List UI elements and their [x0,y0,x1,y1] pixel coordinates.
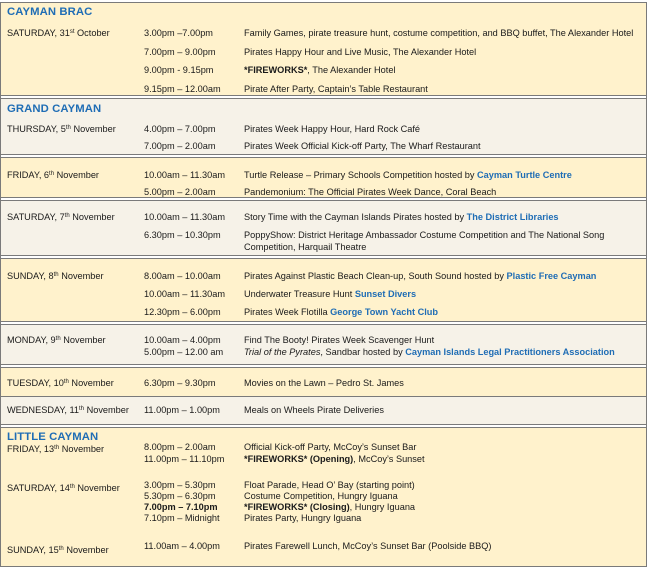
little-cayman-section [1,427,646,567]
event-description: Pandemonium: The Official Pirates Week Dance, Coral Beach [244,187,497,197]
event-time: 6.30pm – 10.30pm [144,230,221,240]
event-description: Pirates Farewell Lunch, McCoy’s Sunset Bar (Poolside BBQ) [244,541,492,551]
event-time: 4.00pm – 7.00pm [144,124,216,134]
saturday-7-row [1,200,646,256]
day-label: SATURDAY, 31st October [7,28,110,38]
event-description: *FIREWORKS* (Opening), McCoy’s Sunset [244,454,425,464]
event-description: Meals on Wheels Pirate Deliveries [244,405,384,415]
event-time: 10.00am – 11.30am [144,212,226,222]
day-label: MONDAY, 9th November [7,335,106,345]
district-libraries-link[interactable]: The District Libraries [466,212,559,222]
event-time: 12.30pm – 6.00pm [144,307,221,317]
sunset-divers-link[interactable]: Sunset Divers [354,289,417,299]
event-time: 11.00pm – 1.00pm [144,405,220,415]
event-description: Underwater Treasure Hunt Sunset Divers [244,289,417,299]
event-time: 11.00pm – 11.10pm [144,454,225,464]
event-description: Find The Booty! Pirates Week Scavenger Hunt [244,335,435,345]
region-heading-little-cayman: LITTLE CAYMAN [7,431,99,443]
event-description: Story Time with the Cayman Islands Pirates hosted by The District Libraries [244,212,559,222]
event-time: 3.00pm –7.00pm [144,28,213,38]
event-time: 5.00pm – 2.00am [144,187,216,197]
cayman-turtle-centre-link[interactable]: Cayman Turtle Centre [477,170,572,180]
event-time: 7.10pm – Midnight [144,513,220,523]
event-time: 7.00pm – 9.00pm [144,47,216,57]
event-time: 11.00am – 4.00pm [144,541,220,551]
event-description: Pirates Happy Hour and Live Music, The Alexander Hotel [244,47,477,57]
event-time: 9.15pm – 12.00am [144,84,221,94]
event-time: 9.00pm - 9.15pm [144,65,214,75]
legal-practitioners-association-link[interactable]: Cayman Islands Legal Practitioners Association [405,347,615,357]
event-description: Pirates Week Flotilla George Town Yacht Club [244,307,439,317]
event-description: Costume Competition, Hungry Iguana [244,491,398,501]
wednesday-11-row [1,397,646,425]
fireworks-label: *FIREWORKS* (Opening) [244,454,354,464]
day-label: SATURDAY, 14th November [7,483,120,493]
fireworks-label: *FIREWORKS* (Closing) [244,502,350,512]
event-description: Movies on the Lawn – Pedro St. James [244,378,404,388]
event-time: 6.30pm – 9.30pm [144,378,216,388]
event-time: 5.00pm – 12.00 am [144,347,224,357]
event-description: Float Parade, Head O’ Bay (starting point) [244,480,415,490]
monday-9-row [1,324,646,365]
event-time: 7.00pm – 2.00am [144,141,216,151]
tuesday-10-row [1,367,646,397]
george-town-yacht-club-link[interactable]: George Town Yacht Club [330,307,439,317]
event-description: Pirates Week Official Kick-off Party, The Wharf Restaurant [244,141,481,151]
day-label: FRIDAY, 13th November [7,444,105,454]
friday-6-row [1,157,646,198]
event-description: Trial of the Pyrates, Sandbar hosted by Cayman Islands Legal Practitioners Association [244,347,615,357]
event-time: 5.30pm – 6.30pm [144,491,216,501]
event-description: *FIREWORKS*, The Alexander Hotel [244,65,396,75]
event-description: Pirates Party, Hungry Iguana [244,513,362,523]
event-description: Pirates Week Happy Hour, Hard Rock Café [244,124,420,134]
region-heading-cayman-brac: CAYMAN BRAC [7,6,93,18]
region-heading-grand-cayman: GRAND CAYMAN [7,103,102,115]
event-description: Turtle Release – Primary Schools Competition hosted by Cayman Turtle Centre [244,170,572,180]
day-label: SUNDAY, 8th November [7,271,104,281]
event-time: 8.00am – 10.00am [144,271,221,281]
day-label: SUNDAY, 15th November [7,545,109,555]
cayman-brac-section [1,2,646,96]
day-label: WEDNESDAY, 11th November [7,405,129,415]
event-time: 7.00pm – 7.10pm [144,502,218,512]
fireworks-label: *FIREWORKS* [244,65,308,75]
day-label: SATURDAY, 7th November [7,212,115,222]
day-label: FRIDAY, 6th November [7,170,99,180]
sunday-8-row [1,258,646,322]
day-label: TUESDAY, 10th November [7,378,114,388]
plastic-free-cayman-link[interactable]: Plastic Free Cayman [506,271,597,281]
event-time: 8.00pm – 2.00am [144,442,216,452]
event-description: Family Games, pirate treasure hunt, costume competition, and BBQ buffet, The Alexander Hotel [244,28,634,38]
event-time: 10.00am – 11.30am [144,289,226,299]
event-time: 10.00am – 4.00pm [144,335,221,345]
grand-cayman-thursday-row [1,98,646,155]
pirates-week-schedule-table [0,2,647,567]
event-description: *FIREWORKS* (Closing), Hungry Iguana [244,502,416,512]
day-label: THURSDAY, 5th November [7,124,116,134]
event-description: PoppyShow: District Heritage Ambassador Costume Competition and The National Song Competition, Harquail Theatre [244,230,605,252]
event-description: Pirates Against Plastic Beach Clean-up, South Sound hosted by Plastic Free Cayman [244,271,597,281]
event-time: 3.00pm – 5.30pm [144,480,216,490]
event-description: Pirate After Party, Captain’s Table Restaurant [244,84,428,94]
event-time: 10.00am – 11.30am [144,170,226,180]
event-description: Official Kick-off Party, McCoy’s Sunset Bar [244,442,417,452]
